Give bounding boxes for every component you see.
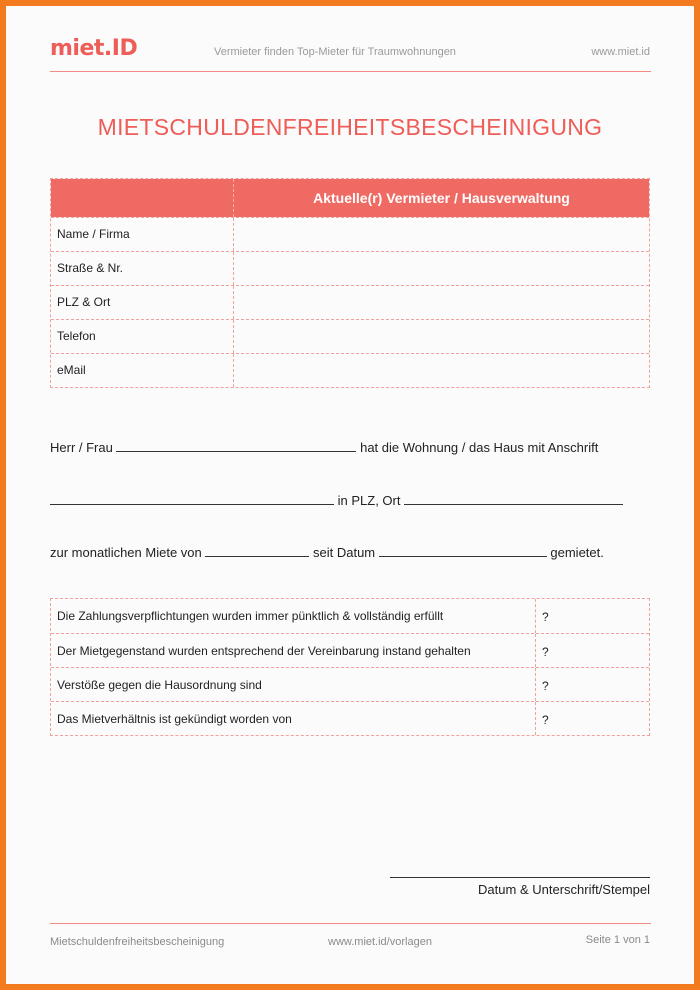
street-field[interactable]: [234, 252, 649, 285]
landlord-table-header: [51, 179, 649, 217]
row-label: PLZ & Ort: [51, 286, 234, 319]
header-divider: [50, 71, 651, 72]
answer-field[interactable]: ?: [542, 679, 549, 693]
address-blank[interactable]: [50, 492, 334, 505]
footer-link[interactable]: www.miet.id/vorlagen: [328, 936, 432, 948]
document-title: MIETSCHULDENFREIHEITSBESCHEINIGUNG: [97, 114, 603, 140]
brand-logo: miet.ID: [50, 36, 138, 61]
row-label: Telefon: [51, 320, 234, 353]
address-sentence: [50, 491, 650, 511]
landlord-table: [50, 178, 650, 388]
rent-suffix: gemietet.: [550, 545, 604, 560]
answer-field[interactable]: ?: [542, 713, 549, 727]
page-header: [50, 36, 650, 72]
confirmation-table: [50, 598, 650, 736]
since-date-blank[interactable]: [379, 544, 547, 557]
tenant-sentence: [50, 438, 650, 458]
tenant-name-blank[interactable]: [116, 439, 356, 452]
row-label: Name / Firma: [51, 218, 234, 251]
since-date-text: seit Datum: [313, 545, 376, 560]
name-field[interactable]: [234, 218, 649, 251]
rent-amount-blank[interactable]: [205, 544, 309, 557]
table-row: [51, 667, 649, 701]
table-row: [51, 701, 649, 735]
rent-sentence: [50, 543, 650, 563]
table-row: [51, 353, 649, 387]
zip-city-blank[interactable]: [404, 492, 623, 505]
table-row: [51, 285, 649, 319]
row-label: Straße & Nr.: [51, 252, 234, 285]
landlord-table-heading: Aktuelle(r) Vermieter / Hausverwaltung: [313, 190, 570, 206]
tenant-suffix: hat die Wohnung / das Haus mit Anschrift: [360, 440, 599, 455]
answer-field[interactable]: ?: [542, 645, 549, 659]
footer-page-number: Seite 1 von 1: [585, 934, 650, 946]
table-row: [51, 251, 649, 285]
table-row: [51, 319, 649, 353]
statement-text: Verstöße gegen die Hausordnung sind: [51, 668, 536, 701]
header-tagline: Vermieter finden Top-Mieter für Traumwohnungen: [214, 46, 456, 58]
statement-text: Die Zahlungsverpflichtungen wurden immer pünktlich & vollständig erfüllt: [51, 599, 536, 633]
statement-text: Das Mietverhältnis ist gekündigt worden von: [51, 702, 536, 735]
statement-text: Der Mietgegenstand wurden entsprechend der Vereinbarung instand gehalten: [51, 634, 536, 667]
header-site-link[interactable]: www.miet.id: [591, 46, 650, 58]
table-row: [51, 633, 649, 667]
phone-field[interactable]: [234, 320, 649, 353]
signature-label: Datum & Unterschrift/Stempel: [478, 882, 650, 897]
zip-city-field[interactable]: [234, 286, 649, 319]
footer-document-name: Mietschuldenfreiheitsbescheinigung: [50, 936, 225, 948]
document-page: [6, 6, 694, 984]
tenant-prefix: Herr / Frau: [50, 440, 113, 455]
signature-line[interactable]: [390, 877, 650, 878]
table-row: [51, 599, 649, 633]
footer-divider: [50, 923, 651, 924]
answer-field[interactable]: ?: [542, 610, 549, 624]
zip-city-text: in PLZ, Ort: [337, 493, 401, 508]
table-row: [51, 217, 649, 251]
email-field[interactable]: [234, 354, 649, 387]
row-label: eMail: [51, 354, 234, 387]
rent-prefix: zur monatlichen Miete von: [50, 545, 202, 560]
